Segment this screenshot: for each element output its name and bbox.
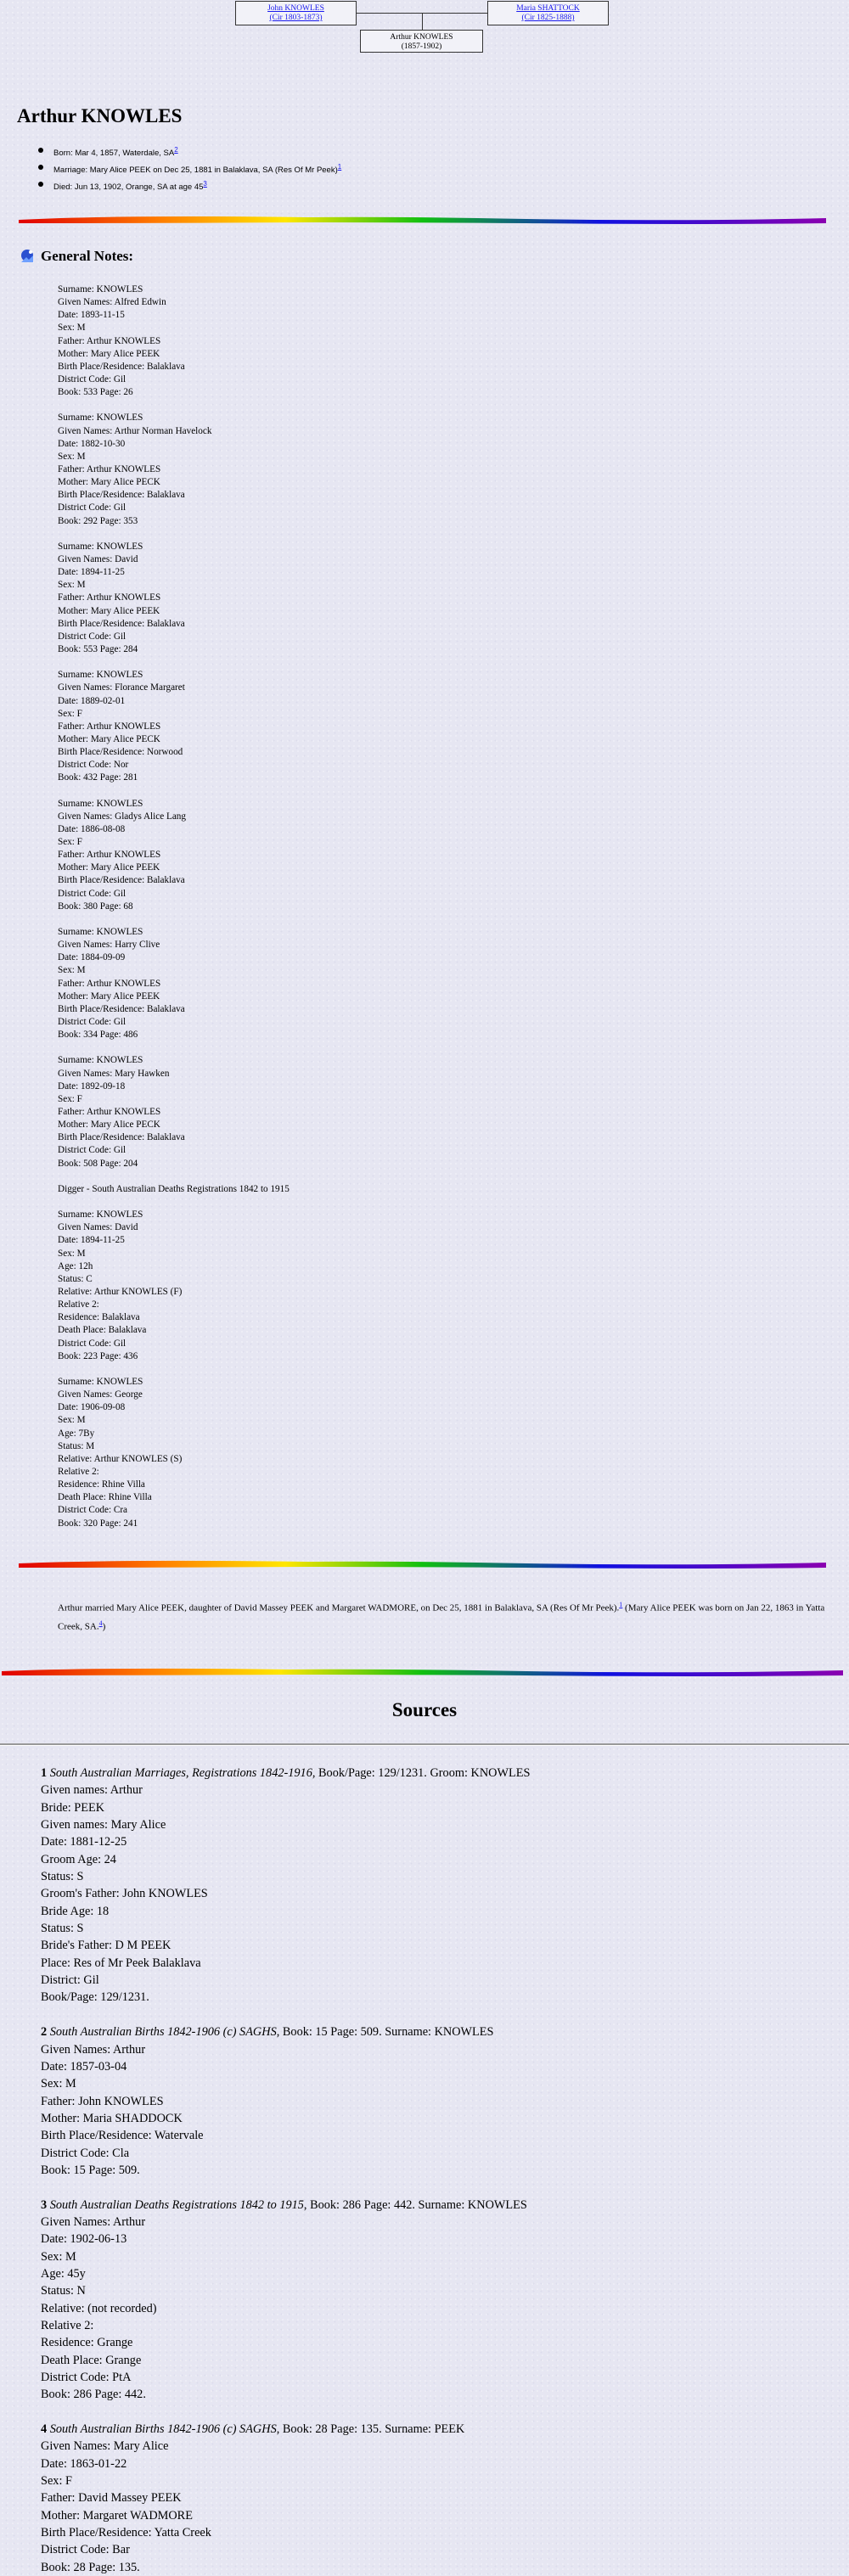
text-line: Book: 432 Page: 281 <box>58 772 138 783</box>
text-line: District Code: Gil <box>58 373 127 384</box>
text-line <box>41 2421 530 2438</box>
text-line: Given Names: Arthur <box>41 2214 146 2229</box>
note-block <box>58 541 290 656</box>
text-line: Date: 1863-01-22 <box>41 2456 127 2471</box>
text-line: Status: C <box>58 1273 93 1284</box>
text-line: District Code: Gil <box>58 1338 127 1349</box>
text-line: Surname: KNOWLES <box>58 412 143 424</box>
text-line: Birth Place/Residence: Balaklava <box>58 618 185 629</box>
source-details: , Book: 15 Page: 509. Surname: KNOWLES <box>276 2025 494 2040</box>
text-line: Birth Place/Residence: Balaklava <box>58 875 185 886</box>
ref-link[interactable]: 1 <box>337 163 342 171</box>
text-line: Sex: M <box>58 580 86 591</box>
self-name: Arthur KNOWLES <box>390 33 453 42</box>
text-line: Father: Arthur KNOWLES <box>58 335 161 346</box>
text-line: Age: 12h <box>58 1260 93 1271</box>
father-box <box>235 1 357 25</box>
text-line: Given Names: David <box>58 553 138 564</box>
spacer <box>58 913 290 926</box>
text-line: Surname: KNOWLES <box>58 284 143 295</box>
source-details: , Book: 286 Page: 442. Surname: KNOWLES <box>303 2197 527 2212</box>
general-notes-heading: General Notes: <box>19 248 133 265</box>
mother-link[interactable]: Maria SHATTOCK (Cir 1825-1888) <box>516 4 580 22</box>
text-line: Book: 286 Page: 442. <box>41 2388 146 2402</box>
text-line: Mother: Mary Alice PEEK <box>58 991 160 1002</box>
text-line: Surname: KNOWLES <box>58 927 143 938</box>
text-line: Date: 1906-09-08 <box>58 1402 126 1413</box>
text-line: Mother: Maria SHADDOCK <box>41 2111 183 2125</box>
sources-list <box>41 1765 530 2576</box>
text-line: Mother: Mary Alice PECK <box>58 733 160 744</box>
page-title: Arthur KNOWLES <box>17 105 183 126</box>
text-line: District Code: Gil <box>58 631 127 642</box>
text-line: Given Names: Arthur Norman Havelock <box>58 425 212 436</box>
text-line <box>41 2197 530 2214</box>
text-line: Given Names: Gladys Alice Lang <box>58 811 186 822</box>
text-line: Date: 1884-09-09 <box>58 952 126 963</box>
text-line: Sex: M <box>58 451 86 462</box>
text-line: Father: John KNOWLES <box>41 2094 164 2108</box>
text-line: Book/Page: 129/1231. <box>41 1990 149 2005</box>
ref-link[interactable]: 2 <box>174 146 178 154</box>
text-line: Groom Age: 24 <box>41 1852 116 1866</box>
text-line: Surname: KNOWLES <box>58 541 143 552</box>
note-block <box>58 926 290 1041</box>
text-line: Given names: Mary Alice <box>41 1818 166 1832</box>
spacer <box>41 2179 530 2196</box>
ref-link[interactable]: 3 <box>203 180 207 188</box>
text-line: Birth Place/Residence: Norwood <box>58 747 183 758</box>
spacer <box>58 1196 290 1209</box>
text-line: Surname: KNOWLES <box>58 670 143 681</box>
source-number: 2 <box>41 2025 48 2040</box>
text-line: District: Gil <box>41 1973 99 1988</box>
text-line: Given Names: Mary Alice <box>41 2439 169 2454</box>
text-line: District Code: Gil <box>58 502 127 514</box>
text-line: Book: 334 Page: 486 <box>58 1030 138 1041</box>
text-line: Given Names: Harry Clive <box>58 940 160 951</box>
note-block <box>58 283 290 399</box>
text-line: Mother: Margaret WADMORE <box>41 2508 193 2523</box>
text-line: Birth Place/Residence: Yatta Creek <box>41 2526 211 2540</box>
text-line: Birth Place/Residence: Balaklava <box>58 361 185 372</box>
text-line: Birth Place/Residence: Balaklava <box>58 1132 185 1143</box>
source-title: South Australian Births 1842-1906 (c) SAGHS <box>49 2025 277 2040</box>
text-line: District Code: Cla <box>41 2146 130 2160</box>
text-line: Relative 2: <box>58 1299 99 1310</box>
text-line: Date: 1886-08-08 <box>58 823 126 834</box>
text-line: Digger - South Australian Deaths Registrations 1842 to 1915 <box>58 1183 290 1194</box>
text-line: Father: Arthur KNOWLES <box>58 850 161 861</box>
text-line: Residence: Grange <box>41 2336 133 2350</box>
text-line: Sex: F <box>58 1093 82 1104</box>
fact-death: Died: Jun 13, 1902, Orange, SA at age 45$^3$ <box>38 178 341 195</box>
text-line: Book: 15 Page: 509. <box>41 2163 140 2177</box>
spacer <box>58 1041 290 1054</box>
fact-birth: Born: Mar 4, 1857, Waterdale, SA$^2$ <box>38 144 341 161</box>
mother-box <box>487 1 609 25</box>
spacer <box>41 2404 530 2421</box>
source-title: South Australian Marriages, Registrations 1842-1916 <box>49 1766 312 1780</box>
text-line <box>41 1765 530 1782</box>
text-line: Surname: KNOWLES <box>58 1055 143 1066</box>
text-line: Bride's Father: D M PEEK <box>41 1939 171 1953</box>
text-line: Relative: (not recorded) <box>41 2301 157 2315</box>
text-line: Relative: Arthur KNOWLES (S) <box>58 1453 183 1464</box>
text-line: Sex: F <box>58 837 82 848</box>
text-line: Status: S <box>41 1870 84 1884</box>
text-line: Given Names: Arthur <box>41 2042 146 2057</box>
source-entry <box>41 1765 530 2006</box>
text-line: Date: 1893-11-15 <box>58 310 125 321</box>
text-line: Relative: Arthur KNOWLES (F) <box>58 1286 183 1297</box>
source-entry <box>41 2197 530 2404</box>
text-line: Surname: KNOWLES <box>58 1209 143 1221</box>
text-line: Age: 45y <box>41 2266 86 2281</box>
note-block <box>58 412 290 527</box>
text-line: Sex: M <box>58 1248 86 1259</box>
text-line: Book: 380 Page: 68 <box>58 901 133 912</box>
text-line: District Code: Gil <box>58 1145 127 1156</box>
text-line: Date: 1889-02-01 <box>58 695 126 706</box>
text-line: Father: Arthur KNOWLES <box>58 978 161 989</box>
text-line: District Code: Nor <box>58 760 129 771</box>
pedigree-stem <box>422 13 423 30</box>
source-details: , Book: 28 Page: 135. Surname: PEEK <box>276 2422 465 2437</box>
ref-link[interactable]: 1 <box>619 1601 623 1608</box>
text-line: Age: 7By <box>58 1428 95 1439</box>
notes-icon <box>19 248 36 265</box>
text-line: Sex: M <box>41 2077 76 2091</box>
text-line: Residence: Balaklava <box>58 1312 140 1323</box>
text-line: Surname: KNOWLES <box>58 1376 143 1387</box>
text-line: Status: N <box>41 2284 86 2298</box>
text-line: Book: 320 Page: 241 <box>58 1518 138 1529</box>
text-line: Relative 2: <box>41 2319 94 2332</box>
text-line: Status: S <box>41 1922 84 1936</box>
text-line: Sex: F <box>41 2474 72 2489</box>
self-dates: (1857-1902) <box>401 42 442 51</box>
text-line: Mother: Mary Alice PECK <box>58 1120 160 1131</box>
note-block <box>58 1054 290 1170</box>
text-line: Date: 1882-10-30 <box>58 438 126 449</box>
source-title: South Australian Births 1842-1906 (c) SAGHS <box>49 2422 277 2437</box>
fact-marriage: Marriage: Mary Alice PEEK on Dec 25, 1881 in Balaklava, SA (Res Of Mr Peek)$^1$ <box>38 161 341 178</box>
text-line: Book: 533 Page: 26 <box>58 387 133 398</box>
text-line: Residence: Rhine Villa <box>58 1479 145 1490</box>
text-line: Death Place: Grange <box>41 2353 142 2367</box>
spacer <box>58 784 290 797</box>
text-line: Groom's Father: John KNOWLES <box>41 1887 208 1901</box>
text-line: Father: Arthur KNOWLES <box>58 463 161 474</box>
note-block <box>58 798 290 913</box>
spacer <box>58 528 290 541</box>
source-entry <box>41 2023 530 2179</box>
text-line: Date: 1902-06-13 <box>41 2232 127 2247</box>
rainbow-divider <box>0 1664 845 1679</box>
text-line: District Code: Cra <box>58 1505 128 1516</box>
text-line: District Code: PtA <box>41 2371 132 2385</box>
father-link[interactable]: John KNOWLES (Cir 1803-1873) <box>267 4 324 22</box>
text-line: Status: M <box>58 1440 95 1451</box>
general-notes-body <box>58 283 290 1530</box>
text-line: Given Names: David <box>58 1222 138 1233</box>
text-line: Mother: Mary Alice PEEK <box>58 348 160 359</box>
marriage-paragraph: Arthur married Mary Alice PEEK, daughter of David Massey PEEK and Margaret WADMORE, on Dec 25, 1881 in Balaklava, SA (Res Of Mr Peek).$^1$ (Mary Alice PEEK was born on Jan 22, 1863 in Yatta Creek, SA.$^4$) <box>58 1601 825 1632</box>
text-line: Father: Arthur KNOWLES <box>58 1107 161 1117</box>
source-title: South Australian Deaths Registrations 1842 to 1915 <box>49 2197 304 2212</box>
note-block <box>58 1376 290 1530</box>
source-number: 4 <box>41 2422 48 2437</box>
spacer <box>58 656 290 669</box>
rainbow-divider <box>17 1556 828 1571</box>
text-line: Date: 1894-11-25 <box>58 567 125 578</box>
text-line: District Code: Gil <box>58 888 127 899</box>
spacer <box>41 2006 530 2023</box>
text-line: Birth Place/Residence: Balaklava <box>58 1003 185 1014</box>
text-line: Given Names: George <box>58 1389 143 1400</box>
note-block <box>58 1209 290 1363</box>
text-line: Sex: F <box>58 708 82 719</box>
source-number: 3 <box>41 2197 48 2212</box>
text-line: Death Place: Balaklava <box>58 1325 147 1336</box>
text-line: Date: 1892-09-18 <box>58 1080 126 1092</box>
text-line: Mother: Mary Alice PEEK <box>58 862 160 873</box>
text-line <box>41 2023 530 2040</box>
text-line: Birth Place/Residence: Balaklava <box>58 490 185 501</box>
sources-heading: Sources <box>391 1699 458 1720</box>
text-line: Book: 28 Page: 135. <box>41 2560 140 2574</box>
note-block <box>58 1183 290 1196</box>
text-line: Relative 2: <box>58 1466 99 1477</box>
text-line: Book: 223 Page: 436 <box>58 1350 138 1361</box>
text-line: Given Names: Mary Hawken <box>58 1068 170 1079</box>
text-line: Sex: M <box>58 323 86 334</box>
text-line: Surname: KNOWLES <box>58 798 143 809</box>
text-line: Book: 508 Page: 204 <box>58 1158 138 1169</box>
text-line: District Code: Gil <box>58 1017 127 1028</box>
spacer <box>58 1170 290 1183</box>
text-line: Death Place: Rhine Villa <box>58 1492 152 1503</box>
text-line: District Code: Bar <box>41 2543 130 2557</box>
text-line: Sex: M <box>58 965 86 976</box>
spacer <box>58 399 290 412</box>
source-number: 1 <box>41 1766 48 1780</box>
text-line: Mother: Mary Alice PEEK <box>58 605 160 616</box>
text-line: Date: 1881-12-25 <box>41 1835 127 1849</box>
text-line: Bride Age: 18 <box>41 1904 110 1918</box>
text-line: Sex: M <box>41 2249 76 2264</box>
source-details: , Book/Page: 129/1231. Groom: KNOWLES <box>312 1766 531 1780</box>
text-line: Birth Place/Residence: Watervale <box>41 2129 204 2143</box>
text-line: Bride: PEEK <box>41 1800 105 1815</box>
text-line: Place: Res of Mr Peek Balaklava <box>41 1956 201 1970</box>
text-line: Book: 553 Page: 284 <box>58 643 138 654</box>
facts-list <box>38 144 341 195</box>
text-line: Father: David Massey PEEK <box>41 2491 182 2506</box>
text-line: Sex: M <box>58 1415 86 1426</box>
text-line: Given Names: Florance Margaret <box>58 682 185 693</box>
rainbow-divider <box>17 211 828 227</box>
self-box <box>360 30 483 53</box>
sources-divider <box>0 1743 849 1746</box>
text-line: Date: 1894-11-25 <box>58 1235 125 1246</box>
note-block <box>58 669 290 784</box>
text-line: Given names: Arthur <box>41 1783 143 1798</box>
text-line: Father: Arthur KNOWLES <box>58 592 161 603</box>
text-line: Date: 1857-03-04 <box>41 2059 127 2074</box>
text-line: Given Names: Alfred Edwin <box>58 297 166 308</box>
ref-link[interactable]: 4 <box>98 1619 103 1627</box>
spacer <box>58 1363 290 1376</box>
source-entry <box>41 2421 530 2576</box>
text-line: Father: Arthur KNOWLES <box>58 721 161 732</box>
text-line: Book: 292 Page: 353 <box>58 515 138 526</box>
text-line: Mother: Mary Alice PECK <box>58 477 160 488</box>
